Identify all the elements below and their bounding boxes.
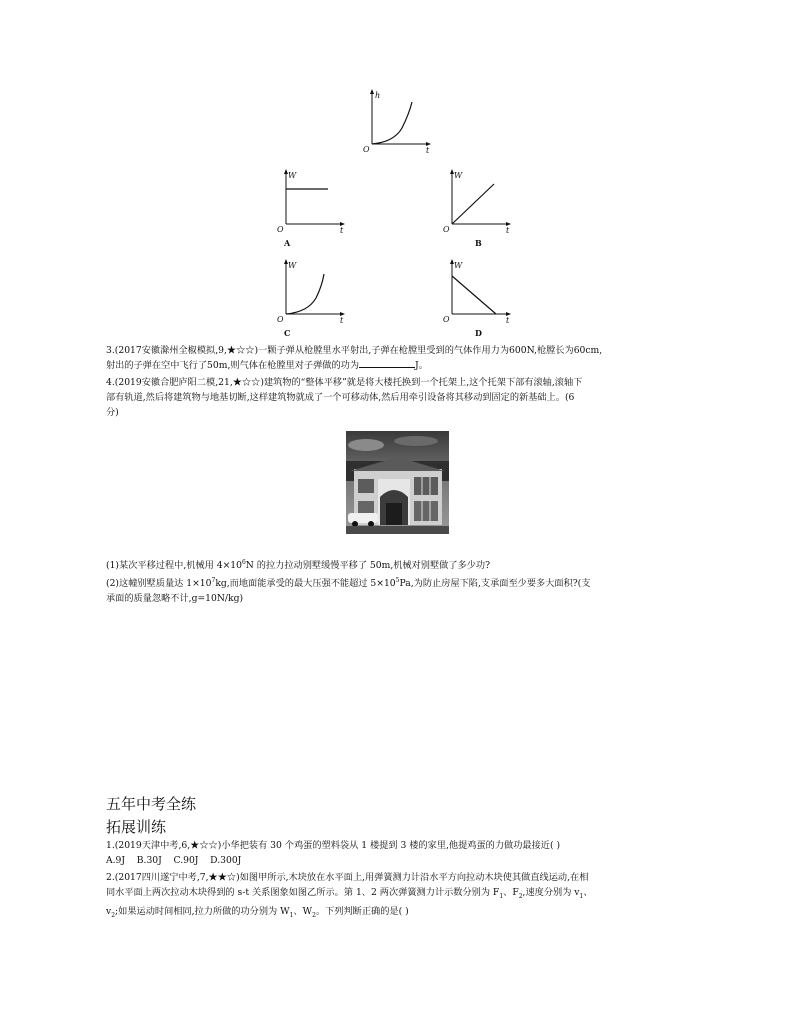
graph-A	[276, 168, 348, 234]
graph-B-label: B	[475, 238, 482, 248]
graph-C	[276, 258, 348, 324]
subquestion-2: (2)这幢别墅质量达 $1\times 10^7kg$,而地面能承受的最大压强不能超过 $5\times 10^5Pa$,为防止房屋下陷,支承面至少要多大面积?(支	[106, 577, 591, 590]
top-graph-origin: O	[363, 145, 370, 154]
graph-B-ylabel: W	[454, 171, 463, 180]
section-title: 五年中考全练	[106, 795, 197, 813]
graph-D-label: D	[475, 328, 482, 338]
problem-2	[106, 870, 696, 923]
problem-2-line1: 2.(2017四川遂宁中考,7,★★☆)如图甲所示,木块放在水平面上,用弹簧测力计沿水平方向拉动木块使其做直线运动,在相	[106, 872, 589, 883]
graph-C-origin: O	[277, 315, 284, 324]
answer-blank[interactable]	[359, 358, 415, 368]
graph-A-origin: O	[277, 225, 284, 234]
building-photo	[346, 431, 449, 534]
top-graph-ylabel: h	[375, 91, 381, 100]
question-3	[106, 343, 696, 373]
top-graph-xlabel: t	[426, 146, 430, 155]
graph-C-label: C	[284, 328, 291, 338]
problem-1-options: A.9J B.30J C.90J D.300J	[106, 855, 242, 866]
question-4-line3: 分)	[106, 407, 119, 418]
graph-B-xlabel: t	[506, 226, 510, 235]
graph-D-origin: O	[443, 315, 450, 324]
graph-A-label: A	[284, 238, 291, 248]
problem-2-line2: 同水平面上两次拉动木块得到的 s-t 关系图象如图乙所示。第 1、2 两次弹簧测力计示数分别为 $F_1$、$F_2$,速度分别为 $v_1$、	[106, 887, 593, 900]
graph-C-ylabel: W	[288, 261, 297, 270]
problem-1	[106, 838, 696, 868]
question-4-subquestions	[106, 555, 696, 606]
top-graph	[362, 88, 432, 154]
graph-D	[442, 258, 514, 324]
problem-2-line3: $v_2$;如果运动时间相同,拉力所做的功分别为 $W_1$、$W_2$。下列判断正确的是( )	[106, 905, 409, 919]
graph-B-origin: O	[443, 225, 450, 234]
graph-B	[442, 168, 514, 234]
question-4-line2: 部有轨道,然后将建筑物与地基切断,这样建筑物就成了一个可移动体,然后用牵引设备将其移动到固定的新基础上。(6	[106, 392, 575, 403]
question-3-line2: 射出的子弹在空中飞行了50m,则气体在枪膛里对子弹做的功为 J。	[106, 360, 428, 371]
graph-D-xlabel: t	[506, 316, 510, 325]
graph-A-xlabel: t	[340, 226, 344, 235]
subquestion-2-line2: 承面的质量忽略不计,g=10N/kg)	[106, 593, 244, 605]
graph-A-ylabel: W	[288, 171, 297, 180]
section-subtitle: 拓展训练	[106, 818, 167, 836]
subquestion-1: (1)某次平移过程中,机械用 $4\times 10^6N$ 的拉力拉动别墅缓慢平移了 50m,机械对别墅做了多少功?	[106, 559, 491, 572]
graph-C-xlabel: t	[340, 316, 344, 325]
question-4-line1: 4.(2019安徽合肥庐阳二模,21,★☆☆)建筑物的“整体平移”就是将大楼托换到一个托架上,这个托架下部有滚轴,滚轴下	[106, 377, 583, 388]
graph-D-ylabel: W	[454, 261, 463, 270]
problem-1-stem: 1.(2019天津中考,6,★☆☆)小华把装有 30 个鸡蛋的塑料袋从 1 楼提到 3 楼的家里,他提鸡蛋的力做功最接近( )	[106, 840, 561, 851]
question-4	[106, 375, 696, 420]
question-3-line1: 3.(2017安徽滁州全椒模拟,9,★☆☆)一颗子弹从枪膛里水平射出,子弹在枪膛里受到的气体作用力为600N,枪膛长为60cm,	[106, 345, 603, 356]
